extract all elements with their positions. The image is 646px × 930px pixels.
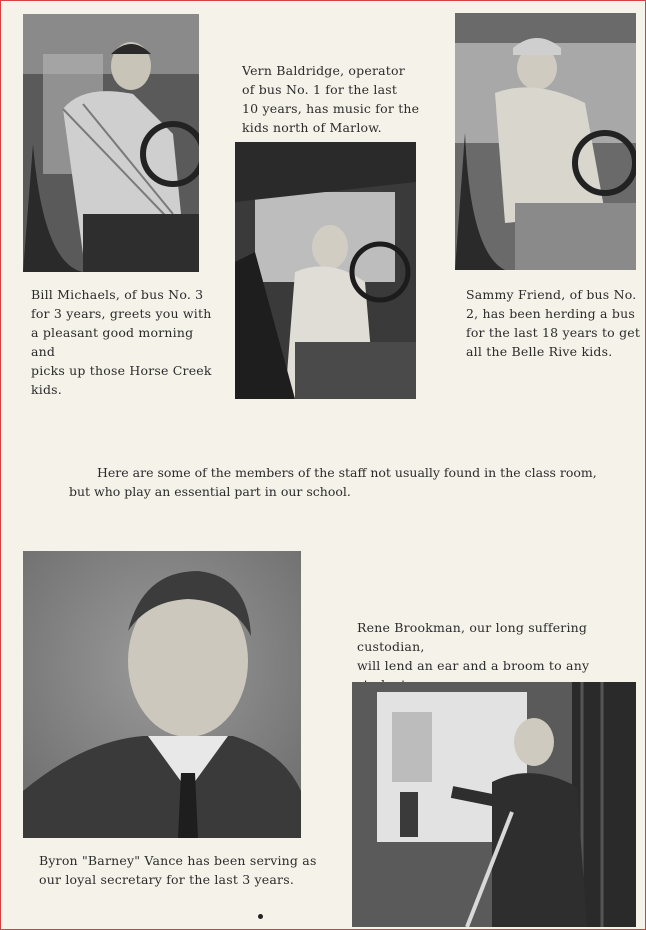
intro-paragraph: Here are some of the members of the staff not usually found in the class room, but who play an essential part in our school. — [69, 465, 597, 499]
photo-bill-michaels — [23, 14, 199, 272]
caption-vern-baldridge: Vern Baldridge, operator of bus No. 1 for the last 10 years, has music for the kids north of Marlow. — [242, 63, 420, 135]
photo-rene-brookman — [352, 682, 636, 927]
photo-vern-baldridge — [235, 142, 416, 399]
photo-byron-vance — [23, 551, 301, 838]
caption-rene-brookman: Rene Brookman, our long suffering custodian, will lend an ear and a broom to any — [357, 620, 590, 673]
caption-sammy-friend: Sammy Friend, of bus No. 2, has been herding a bus for the last 18 years to get all the Belle Rive kids. — [466, 287, 641, 359]
caption-byron-vance: Byron "Barney" Vance has been serving as our loyal secretary for the last 3 years. — [39, 853, 317, 887]
photo-sammy-friend — [455, 13, 636, 270]
caption-bill-michaels: Bill Michaels, of bus No. 3 for 3 years, greets you with a pleasant good morning and picks up those Horse Creek kids. — [31, 287, 212, 397]
page-dot — [258, 914, 263, 919]
